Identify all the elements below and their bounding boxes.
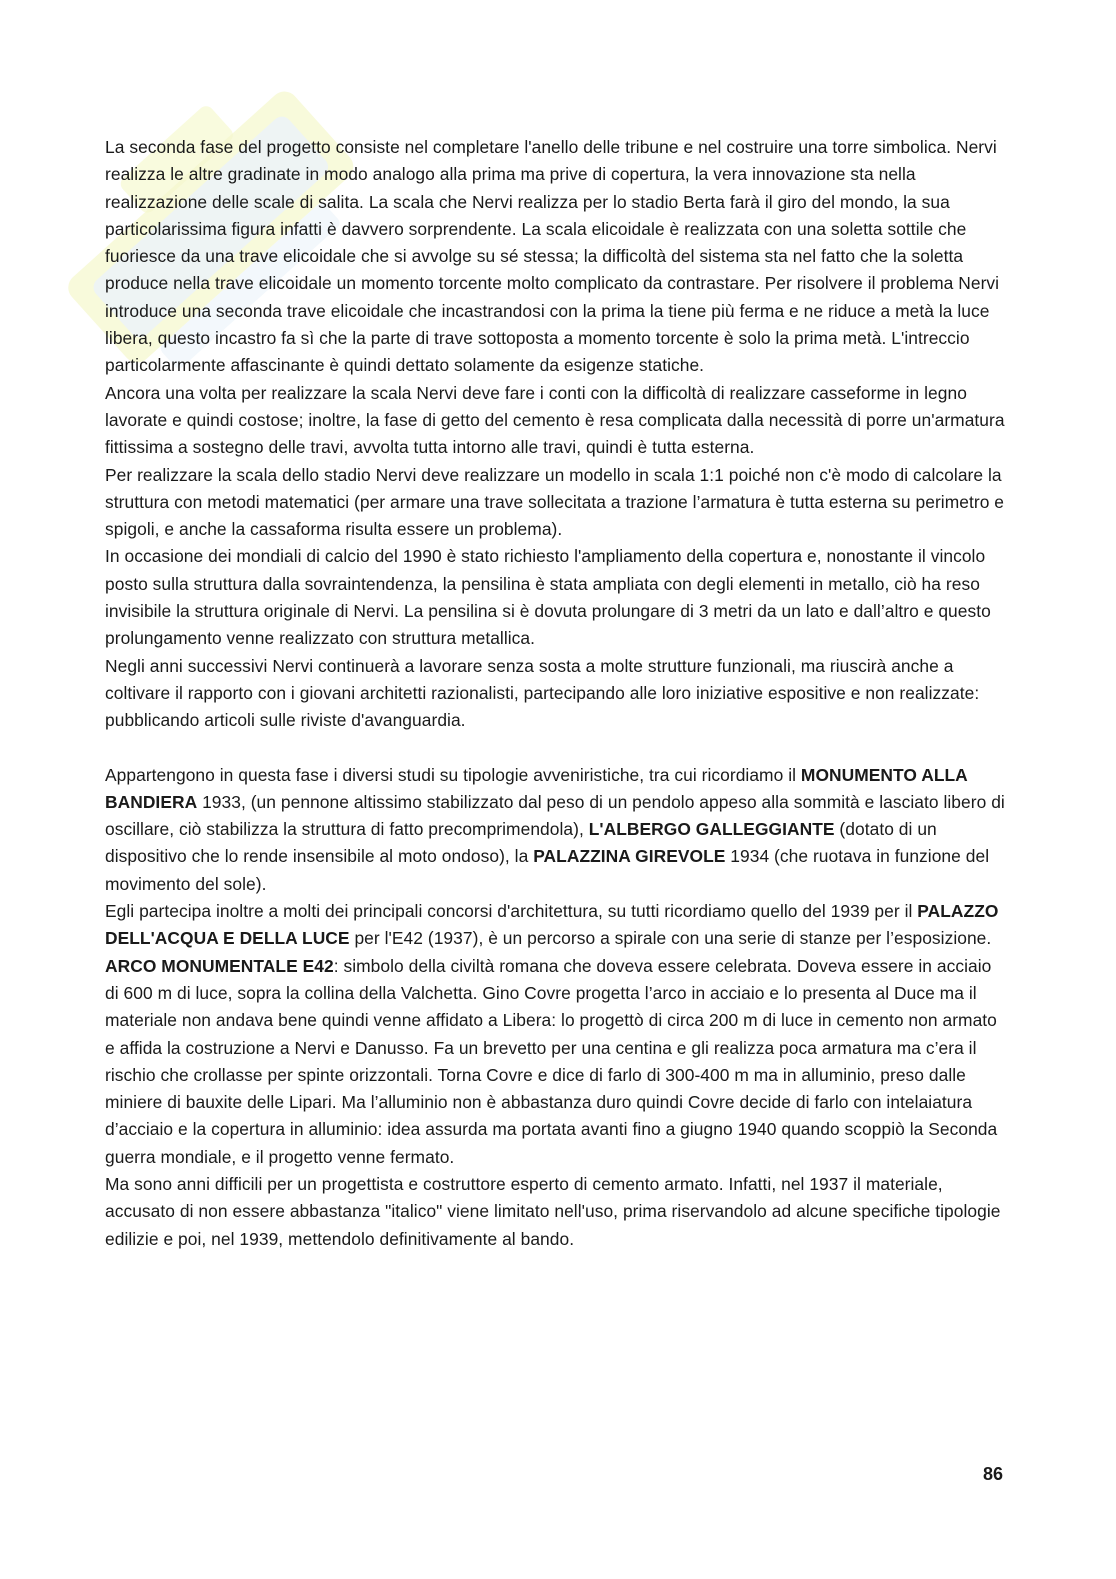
bold-term: ARCO MONUMENTALE E42 [105, 955, 334, 976]
bold-term: MONUMENTO ALLA BANDIERA [105, 764, 968, 812]
paragraph: Egli partecipa inoltre a molti dei principali concorsi d'architettura, su tutti ricordiamo quello del 1939 per il PALAZZO DELL'ACQUA E DELLA LUCE per l'E42 (1937), è un percorso a spirale con una serie di stanze per l’esposizione. [105, 901, 999, 949]
paragraph: Ma sono anni difficili per un progettista e costruttore esperto di cemento armato. Infatti, nel 1937 il materiale, accusato di non essere abbastanza "italico" viene limitato nell'uso, prima riservandolo ad alcune specifiche tipologie edilizie e poi, nel 1939, mettendolo definitivamente al bando. [105, 1173, 1001, 1249]
paragraph: Ancora una volta per realizzare la scala Nervi deve fare i conti con la difficoltà di realizzare casseforme in legno lavorate e quindi costose; inoltre, la fase di getto del cemento è resa complicata dalla necessità di porre un'armatura fittissima a sostegno delle travi, avvolta tutta intorno alle travi, quindi è tutta esterna. [105, 382, 1005, 458]
document-page [105, 134, 1005, 1253]
paragraph: In occasione dei mondiali di calcio del 1990 è stato richiesto l'ampliamento della copertura e, nonostante il vincolo posto sulla struttura dalla sovraintendenza, la pensilina è stata ampliata con degli elementi in metallo, ciò ha reso invisibile la struttura originale di Nervi. La pensilina si è dovuta prolungare di 3 metri da un lato e dall’altro e questo prolungamento venne realizzato con struttura metallica. [105, 546, 991, 649]
bold-term: L'ALBERGO GALLEGGIANTE [588, 819, 835, 840]
paragraph-gap [105, 735, 1005, 762]
paragraph: Per realizzare la scala dello stadio Nervi deve realizzare un modello in scala 1:1 poiché non c'è modo di calcolare la struttura con metodi matematici (per armare una trave sollecitata a trazione l’armatura è tutta esterna su perimetro e spigoli, e anche la cassaforma risulta essere un problema). [105, 464, 1005, 540]
bold-term: PALAZZINA GIREVOLE [533, 846, 726, 867]
paragraph: Negli anni successivi Nervi continuerà a lavorare senza sosta a molte strutture funzionali, ma riuscirà anche a coltivare il rapporto con i giovani architetti razionalisti, partecipando alle loro iniziative espositive e non realizzate: pubblicando articoli sulle riviste d'avanguardia. [105, 655, 980, 731]
bold-term: PALAZZO DELL'ACQUA E DELLA LUCE [105, 901, 999, 949]
paragraph: La seconda fase del progetto consiste nel completare l'anello delle tribune e nel costruire una torre simbolica. Nervi realizza le altre gradinate in modo analogo alla prima ma prive di copertura, la vera innovazione sta nella realizzazione delle scale di salita. La scala che Nervi realizza per lo stadio Berta farà il giro del mondo, la sua particolarissima figura infatti è davvero sorprendente. La scala elicoidale è realizzata con una soletta sottile che fuoriesce da una trave elicoidale che si avvolge su sé stessa; la difficoltà del sistema sta nel fatto che la soletta produce nella trave elicoidale un momento torcente molto complicato da contrastare. Per risolvere il problema Nervi introduce una seconda trave elicoidale che incastrandosi con la prima la tiene più ferma e ne riduce a metà la luce libera, questo incastro fa sì che la parte di trave sottoposta a momento torcente è solo la prima metà. L'intreccio particolarmente affascinante è quindi dettato solamente da esigenze statiche. [105, 137, 1000, 376]
paragraph: ARCO MONUMENTALE E42: simbolo della civiltà romana che doveva essere celebrata. Doveva essere in acciaio di 600 m di luce, sopra la collina della Valchetta. Gino Covre progetta l’arco in acciaio e lo presenta al Duce ma il materiale non andava bene quindi venne affidato a Libera: lo progettò di circa 200 m di luce in cemento non armato e affida la costruzione a Nervi e Danusso. Fa un brevetto per una centina e gli realizza poca armatura ma c’era il rischio che crollasse per spinte orizzontali. Torna Covre e dice di farlo di 300-400 m ma in alluminio, preso dalle miniere di bauxite delle Lipari. Ma l’alluminio non è abbastanza duro quindi Covre decide di farlo con intelaiatura d’acciaio e la copertura in alluminio: idea assurda ma portata avanti fino a giugno 1940 quando scoppiò la Seconda guerra mondiale, e il progetto venne fermato. [105, 955, 998, 1167]
page-number: 86 [982, 1464, 1003, 1484]
paragraph: Appartengono in questa fase i diversi studi su tipologie avveniristiche, tra cui ricordiamo il MONUMENTO ALLA BANDIERA 1933, (un pennone altissimo stabilizzato dal peso di un pendolo appeso alla sommità e lasciato libero di oscillare, ciò stabilizza la struttura di fatto precomprimendola), L'ALBERGO GALLEGGIANTE (dotato di un dispositivo che lo rende insensibile al moto ondoso), la PALAZZINA GIREVOLE 1934 (che ruotava in funzione del movimento del sole). [105, 764, 1005, 894]
